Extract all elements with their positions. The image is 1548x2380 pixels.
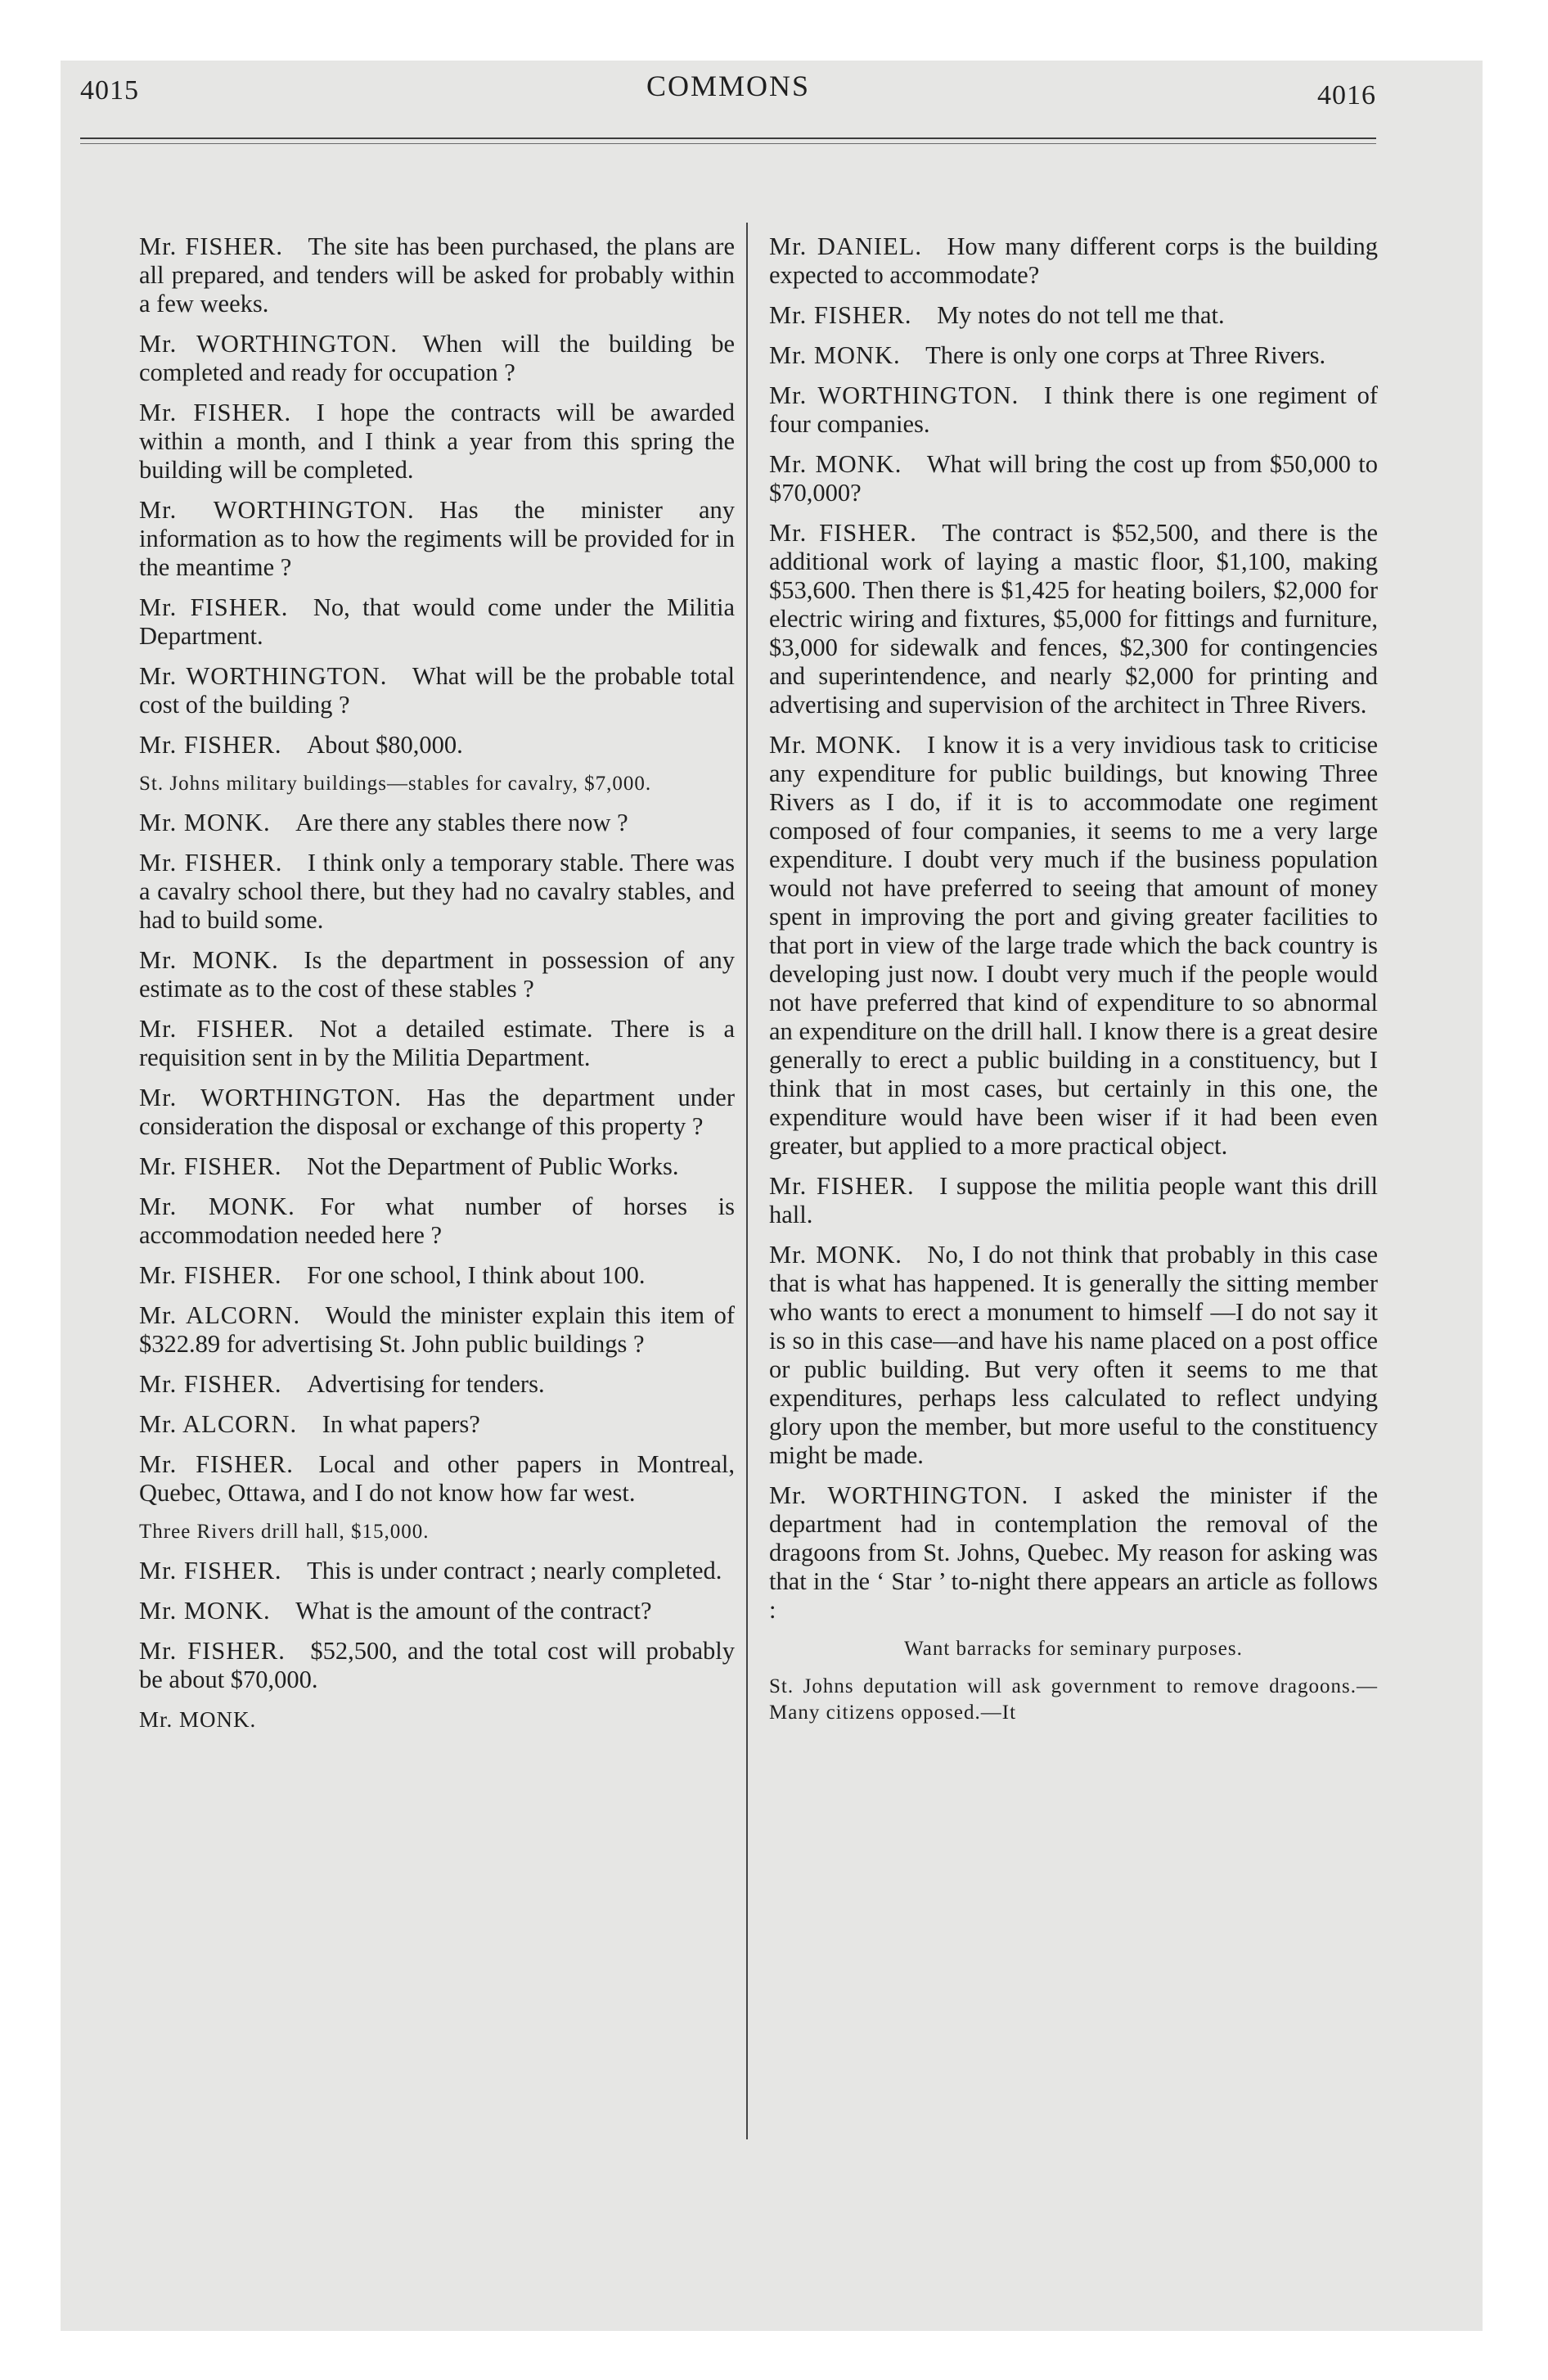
speech-text: Would the minister explain this item of $322.89 for advertising St. John public buildings ? — [139, 1301, 735, 1358]
speech-text: I asked the minister if the department had in contemplation the removal of the dragoons from St. Johns, Quebec. My reason for asking was that in the ‘ Star ’ to-night there appears an article as follows : — [769, 1481, 1378, 1624]
speech-text: Not a detailed estimate. There is a requisition sent in by the Militia Department. — [139, 1015, 735, 1071]
speech-paragraph — [769, 519, 1378, 719]
speech-paragraph — [139, 946, 735, 1003]
speech-paragraph — [769, 1241, 1378, 1470]
speaker-name: Mr. MONK. — [769, 1241, 902, 1269]
speech-text: What is the amount of the contract? — [295, 1597, 652, 1625]
estimate-item: St. Johns deputation will ask government to remove dragoons.—Many citizens opposed.—It — [769, 1675, 1378, 1724]
speech-text: For what number of horses is accommodation needed here ? — [139, 1192, 735, 1249]
continued-speaker: Mr. MONK. — [139, 1707, 257, 1732]
speaker-name: Mr. MONK. — [769, 731, 902, 759]
speaker-name: Mr. ALCORN. — [139, 1301, 301, 1329]
speech-paragraph — [769, 381, 1378, 439]
speech-paragraph — [139, 1152, 735, 1181]
speech-text: What will bring the cost up from $50,000 to $70,000? — [769, 450, 1378, 507]
speech-paragraph — [769, 232, 1378, 290]
speech-paragraph — [139, 1410, 735, 1439]
speech-text: I think only a temporary stable. There was a cavalry school there, but they had no cavalry stables, and had to build some. — [139, 849, 735, 934]
speech-paragraph — [139, 232, 735, 318]
speaker-name: Mr. MONK. — [139, 946, 279, 974]
speaker-name: Mr. FISHER. — [139, 593, 289, 621]
speaker-name: Mr. WORTHINGTON. — [139, 496, 415, 524]
speech-paragraph — [769, 1172, 1378, 1229]
speaker-name: Mr. DANIEL. — [769, 232, 922, 260]
speaker-name: Mr. FISHER. — [139, 1557, 282, 1584]
speech-text: When will the building be completed and ready for occupation ? — [139, 330, 735, 386]
speech-text: My notes do not tell me that. — [937, 301, 1225, 329]
speaker-name: Mr. FISHER. — [139, 232, 283, 260]
speech-text: I know it is a very invidious task to criticise any expenditure for public buildings, but knowing Three Rivers as I do, if it is to accommodate one regiment composed of four companies, it seems to me a very large expenditure. I doubt very much if the business population would not have preferred to seeing that amount of money spent in improving the port and giving greater facilities to that port in view of the large trade which the back country is developing just now. I doubt very much if the people would not have preferred that kind of expenditure to so abnormal an expenditure on the drill hall. I know there is a great desire generally to erect a public building in a constituency, but I think that in most cases, but certainly in this one, the expenditure would have been wiser if it had been even greater, but applied to a more practical object. — [769, 731, 1378, 1160]
header-rule-secondary — [80, 143, 1376, 144]
right-column — [769, 232, 1378, 1738]
speaker-name: Mr. FISHER. — [139, 1261, 282, 1289]
speaker-name: Mr. FISHER. — [139, 1637, 286, 1665]
speech-text: Not the Department of Public Works. — [307, 1152, 679, 1180]
speaker-name: Mr. MONK. — [769, 450, 902, 478]
page-number-right: 4016 — [1317, 80, 1376, 110]
speech-text: I suppose the militia people want this drill hall. — [769, 1172, 1378, 1228]
page-title: COMMONS — [646, 70, 811, 102]
estimate-item: St. Johns military buildings—stables for cavalry, $7,000. — [139, 773, 652, 795]
speaker-name: Mr. FISHER. — [769, 1172, 915, 1200]
speech-paragraph — [769, 450, 1378, 507]
speech-text: About $80,000. — [307, 731, 463, 759]
speaker-name: Mr. WORTHINGTON. — [139, 662, 388, 690]
speaker-name: Mr. WORTHINGTON. — [769, 1481, 1029, 1509]
speaker-name: Mr. WORTHINGTON. — [139, 1084, 402, 1111]
speech-paragraph — [139, 1450, 735, 1508]
speech-text: Are there any stables there now ? — [295, 809, 628, 836]
speech-text: What will be the probable total cost of the building ? — [139, 662, 735, 719]
speech-text: Has the minister any information as to how the regiments will be provided for in the meantime ? — [139, 496, 735, 581]
speech-text: For one school, I think about 100. — [307, 1261, 646, 1289]
speech-text: No, that would come under the Militia Department. — [139, 593, 735, 650]
estimate-item: Want barracks for seminary purposes. — [904, 1638, 1243, 1660]
speaker-name: Mr. MONK. — [139, 1192, 295, 1220]
page-number-left: 4015 — [80, 75, 139, 106]
speech-paragraph — [139, 1192, 735, 1250]
speech-text: There is only one corps at Three Rivers. — [925, 341, 1326, 369]
speech-paragraph — [139, 399, 735, 485]
speech-text: Has the department under consideration the disposal or exchange of this property ? — [139, 1084, 735, 1140]
left-column — [139, 232, 735, 1734]
speech-text: I think there is one regiment of four companies. — [769, 381, 1378, 438]
speech-text: How many different corps is the building expected to accommodate? — [769, 232, 1378, 289]
speaker-name: Mr. FISHER. — [769, 519, 917, 547]
speech-paragraph — [139, 849, 735, 935]
speech-text: Local and other papers in Montreal, Quebec, Ottawa, and I do not know how far west. — [139, 1450, 735, 1507]
speech-paragraph — [139, 1015, 735, 1072]
speaker-name: Mr. FISHER. — [139, 1152, 282, 1180]
header-rule — [80, 137, 1376, 139]
speech-text: I hope the contracts will be awarded within a month, and I think a year from this spring the building will be completed. — [139, 399, 735, 484]
speech-paragraph — [769, 341, 1378, 370]
speech-paragraph — [139, 330, 735, 387]
speech-paragraph — [769, 1481, 1378, 1625]
speech-paragraph — [139, 1637, 735, 1694]
speech-text: $52,500, and the total cost will probably be about $70,000. — [139, 1637, 735, 1693]
speaker-name: Mr. FISHER. — [139, 849, 283, 877]
speech-paragraph — [139, 593, 735, 651]
column-divider — [746, 223, 748, 2139]
speech-paragraph — [139, 662, 735, 719]
speaker-name: Mr. FISHER. — [139, 1450, 294, 1478]
speaker-name: Mr. MONK. — [139, 1597, 271, 1625]
speaker-name: Mr. FISHER. — [139, 1015, 295, 1043]
speaker-name: Mr. WORTHINGTON. — [139, 330, 398, 358]
speech-text: The site has been purchased, the plans are all prepared, and tenders will be asked for probably within a few weeks. — [139, 232, 735, 318]
speech-text: Advertising for tenders. — [307, 1370, 545, 1398]
speaker-name: Mr. FISHER. — [139, 731, 282, 759]
speaker-name: Mr. FISHER. — [139, 399, 292, 426]
estimate-item: Three Rivers drill hall, $15,000. — [139, 1521, 430, 1543]
speaker-name: Mr. ALCORN. — [139, 1410, 298, 1438]
speech-paragraph — [139, 1597, 735, 1625]
speech-paragraph — [139, 1370, 735, 1399]
speech-paragraph — [769, 301, 1378, 330]
speaker-name: Mr. WORTHINGTON. — [769, 381, 1019, 409]
speech-paragraph — [139, 1261, 735, 1290]
speech-paragraph — [139, 809, 735, 837]
speech-paragraph — [139, 1084, 735, 1141]
speech-paragraph — [139, 1301, 735, 1359]
speech-text: Is the department in possession of any estimate as to the cost of these stables ? — [139, 946, 736, 1003]
running-header — [80, 69, 1376, 118]
speech-paragraph — [769, 731, 1378, 1161]
speaker-name: Mr. MONK. — [769, 341, 901, 369]
speaker-name: Mr. MONK. — [139, 809, 271, 836]
speech-paragraph — [139, 731, 735, 760]
speech-text: In what papers? — [322, 1410, 480, 1438]
speaker-name: Mr. FISHER. — [769, 301, 912, 329]
speech-paragraph — [139, 1557, 735, 1585]
speech-text: This is under contract ; nearly completed. — [307, 1557, 722, 1584]
speaker-name: Mr. FISHER. — [139, 1370, 282, 1398]
speech-text: The contract is $52,500, and there is the additional work of laying a mastic floor, $1,100, making $53,600. Then there is $1,425 for heating boilers, $2,000 for electric wiring and fixtures, $5,000 for fittings and furniture, $3,000 for sidewalk and fences, $2,300 for contingencies and superintendence, and nearly $2,000 for printing and advertising and supervision of the architect in Three Rivers. — [769, 519, 1378, 719]
speech-text: No, I do not think that probably in this case that is what has happened. It is generally the sitting member who wants to erect a monument to himself —I do not say it is so in this case—and have his name placed on a post office or public building. But very often it seems to me that expenditures, perhaps less calculated to reflect undying glory upon the member, but more useful to the constituency might be made. — [769, 1241, 1378, 1469]
speech-paragraph — [139, 496, 735, 582]
